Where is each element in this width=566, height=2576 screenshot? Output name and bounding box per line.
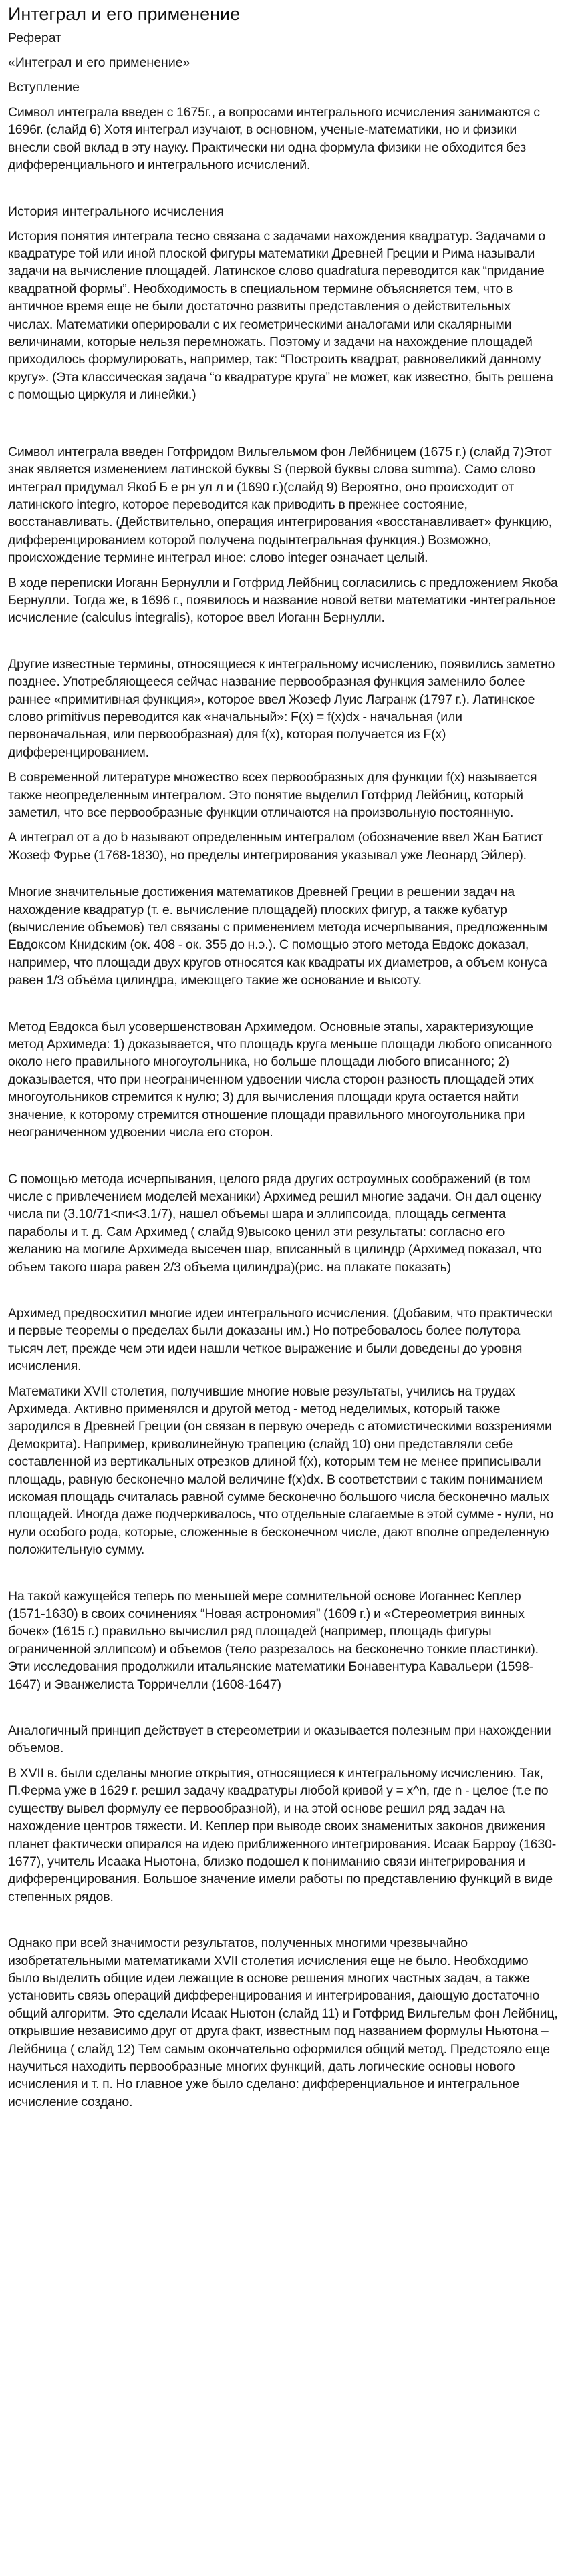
stereometry-paragraph: Аналогичный принцип действует в стереометрии и оказывается полезным при нахождении объемов. (8, 1723, 551, 1756)
history-heading: История интегрального исчисления (8, 204, 224, 219)
archimedes-ideas-paragraph: Архимед предвосхитил многие идеи интегрального исчисления. (Добавим, что практически и первые теоремы о пределах были доказаны им.) Но потребовалось более полутора тысяч лет, прежде чем эти идеи нашли четкое выражение и были доведены до уровня исчисления. (8, 1305, 553, 1374)
spacer (8, 1149, 558, 1170)
history-paragraph: История понятия интеграла тесно связана с задачами нахождения квадратур. Задачами о квадратуре той или иной плоской фигуры математики Древней Греции и Рима называли задачи на вычисление площадей. Латинское слово quadratura переводится как “придание квадратной формы”. Необходимость в специальном термине объясняется тем, что в античное время еще не были достаточно развиты представления о действительных числах. Математики оперировали с их геометрическими аналогами или скалярными величинами, которые нельзя перемножать. Поэтому и задачи на нахождение площадей приходилось формулировать, например, так: “Построить квадрат, равновеликий данному кругу». (Эта классическая задача “о квадратуре круга” не может, как известно, быть решена с помощью циркуля и линейки.) (8, 228, 553, 403)
document-name: «Интеграл и его применение» (8, 55, 190, 70)
archimedes-method-paragraph: Метод Евдокса был усовершенствован Архимедом. Основные этапы, характеризующие метод Архимеда: 1) доказывается, что площадь круга меньше площади любого описанного около него правильного многоугольника, но больше площади любого вписанного; 2) доказывается, что при неограниченном удвоении числа сторон разность площадей этих многоугольников стремится к нулю; 3) для вычисления площади круга остается найти значение, к которому стремится отношение площади правильного многоугольника при неограниченном удвоении числа его сторон. (8, 1019, 553, 1140)
spacer (8, 1566, 558, 1588)
indefinite-integral-paragraph: В современной литературе множество всех первообразных для функции f(x) называется также неопределенным интегралом. Это понятие выделил Готфрид Лейбниц, который заметил, что все первообразные функции отличаются на произвольную постоянную. (8, 770, 537, 820)
spacer (8, 411, 558, 443)
page-title: Интеграл и его применение (8, 4, 241, 24)
terms-paragraph: Другие известные термины, относящиеся к интегральному исчислению, появились заметно позднее. Употребляющееся сейчас название первообразная функция заменило более раннее «примитивная функция», которое ввел Жозеф Луис Лагранж (1797 г.). Латинское слово primitivus переводится как «начальный»: F(x) = f(x)dx - начальная (или первоначальная, или первообразная) для f(x), которая получается из F(x) дифференцированием. (8, 656, 555, 760)
spacer (8, 997, 558, 1018)
spacer (8, 1283, 558, 1305)
bernoulli-paragraph: В ходе переписки Иоганн Бернулли и Готфрид Лейбниц согласились с предложением Якоба Бернулли. Тогда же, в 1696 г., появилось и название новой ветви математики -интегральное исчисление (calculus integralis), которое ввел Иоганн Бернулли. (8, 575, 558, 626)
newton-leibniz-paragraph: Однако при всей значимости результатов, полученных многими чрезвычайно изобретательными математиками XVII столетия исчисления еще не было. Необходимо было выделить общие идеи лежащие в основе решения многих частных задач, а также установить связь операций дифференцирования и интегрирования, дающую достаточно общий алгоритм. Это сделали Исаак Ньютон (слайд 11) и Готфрид Вильгельм фон Лейбниц, открывшие независимо друг от друга факт, известным под названием формулы Ньютона – Лейбница ( слайд 12) Тем самым окончательно оформился общий метод. Предстояло еще научиться находить первообразные многих функций, дать логические основы нового исчисления и т. п. Но главное уже было сделано: дифференциальное и интегральное исчисление создано. (8, 1936, 558, 2109)
xvii-century-paragraph: Математики XVII столетия, получившие многие новые результаты, учились на трудах Архимеда. Активно применялся и другой метод - метод неделимых, который также зародился в Древней Греции (он связан в первую очередь с атомистическими воззрениями Демокрита). Например, криволинейную трапецию (слайд 10) они представляли себе составленной из вертикальных отрезков длиной f(x), которым тем не менее приписывали площадь, равную бесконечно малой величине f(x)dx. В соответствии с таким пониманием искомая площадь считалась равной сумме бесконечно большого числа бесконечно малых площадей. Иногда даже подчеркивалось, что отдельные слагаемые в этой сумме - нули, но нули особого рода, которые, сложенные в бесконечном числе, дают вполне определенную положительную сумму. (8, 1383, 554, 1558)
exhaustion-method-paragraph: С помощью метода исчерпывания, целого ряда других остроумных соображений (в том числе с привлечением моделей механики) Архимед решил многие задачи. Он дал оценку числа пи (3.10/71<пи<3.1/7), нашел объемы шара и эллипсоида, площадь сегмента параболы и т. д. Сам Архимед ( слайд 9)высоко ценил эти результаты: согласно его желанию на могиле Архимеда высечен шар, вписанный в цилиндр (Архимед показал, что объем такого шара равен 2/3 объема цилиндра)(рис. на плакате показать) (8, 1171, 542, 1275)
spacer (8, 1701, 558, 1722)
discoveries-paragraph: В XVII в. были сделаны многие открытия, относящиеся к интегральному исчислению. Так, П.Ферма уже в 1629 г. решил задачу квадратуры любой кривой у = х^n, где n - целое (т.е по существу вывел формулу ее первообразной), и на этой основе решил ряд задач на нахождение центров тяжести. И. Кеплер при выводе своих знаменитых законов движения планет фактически опирался на идею приближенного интегрирования. Исаак Барроу (1630-1677), учитель Исаака Ньютона, близко подошел к пониманию связи интегрирования и дифференцирования. Большое значение имели работы по представлению функций в виде степенных рядов. (8, 1765, 557, 1904)
definite-integral-paragraph: А интеграл от a до b называют определенным интегралом (обозначение ввел Жан Батист Жозеф Фурье (1768-1830), но пределы интегрирования указывал уже Леонард Эйлер). (8, 830, 543, 863)
spacer (8, 182, 558, 203)
spacer (8, 1913, 558, 1934)
spacer (8, 634, 558, 656)
kepler-paragraph: На такой кажущейся теперь по меньшей мере сомнительной основе Иоганнес Кеплер (1571-1630) в своих сочинениях “Новая астрономия” (1609 г.) и «Стереометрия винных бочек» (1615 г.) правильно вычислил ряд площадей (например, площадь фигуры ограниченной эллипсом) и объемов (тело разрезалось на бесконечно тонкие пластинки). Эти исследования продолжили итальянские математики Бонавентура Кавальери (1598-1647) и Эванжелиста Торричелли (1608-1647) (8, 1588, 539, 1692)
leibniz-symbol-paragraph: Символ интеграла введен Готфридом Вильгельмом фон Лейбницем (1675 г.) (слайд 7)Этот знак является изменением латинской буквы S (первой буквы слова summa). Само слово интеграл придумал Якоб Б е рн ул л и (1690 г.)(слайд 9) Вероятно, оно происходит от латинского integro, которое переводится как приводить в прежнее состояние, восстанавливать. (Действительно, операция интегрирования «восстанавливает» функцию, дифференцированием которой получена подынтегральная функция.) Возможно, происхождение термине интеграл иное: слово integer означает целый. (8, 444, 553, 566)
document-type-label: Реферат (8, 31, 62, 45)
eudoxus-paragraph: Многие значительные достижения математиков Древней Греции в решении задач на нахождение квадратур (т. е. вычисление площадей) плоских фигур, а также кубатур (вычисление объемов) тел связаны с применением метода исчерпывания, предложенным Евдоксом Книдским (ок. 408 - ок. 355 до н.э.). С помощью этого метода Евдокс доказал, например, что площади двух кругов относятся как квадраты их диаметров, а объем конуса равен 1/3 объёма цилиндра, имеющего такие же основание и высоту. (8, 885, 548, 988)
intro-heading: Вступление (8, 80, 80, 95)
intro-paragraph: Символ интеграла введен с 1675г., а вопросами интегрального исчисления занимаются с 1696г. (слайд 6) Хотя интеграл изучают, в основном, ученые-математики, но и физики внесли свой вклад в эту науку. Практически ни одна формула физики не обходится без дифференциального и интегрального исчислений. (8, 105, 540, 173)
spacer (8, 871, 558, 883)
